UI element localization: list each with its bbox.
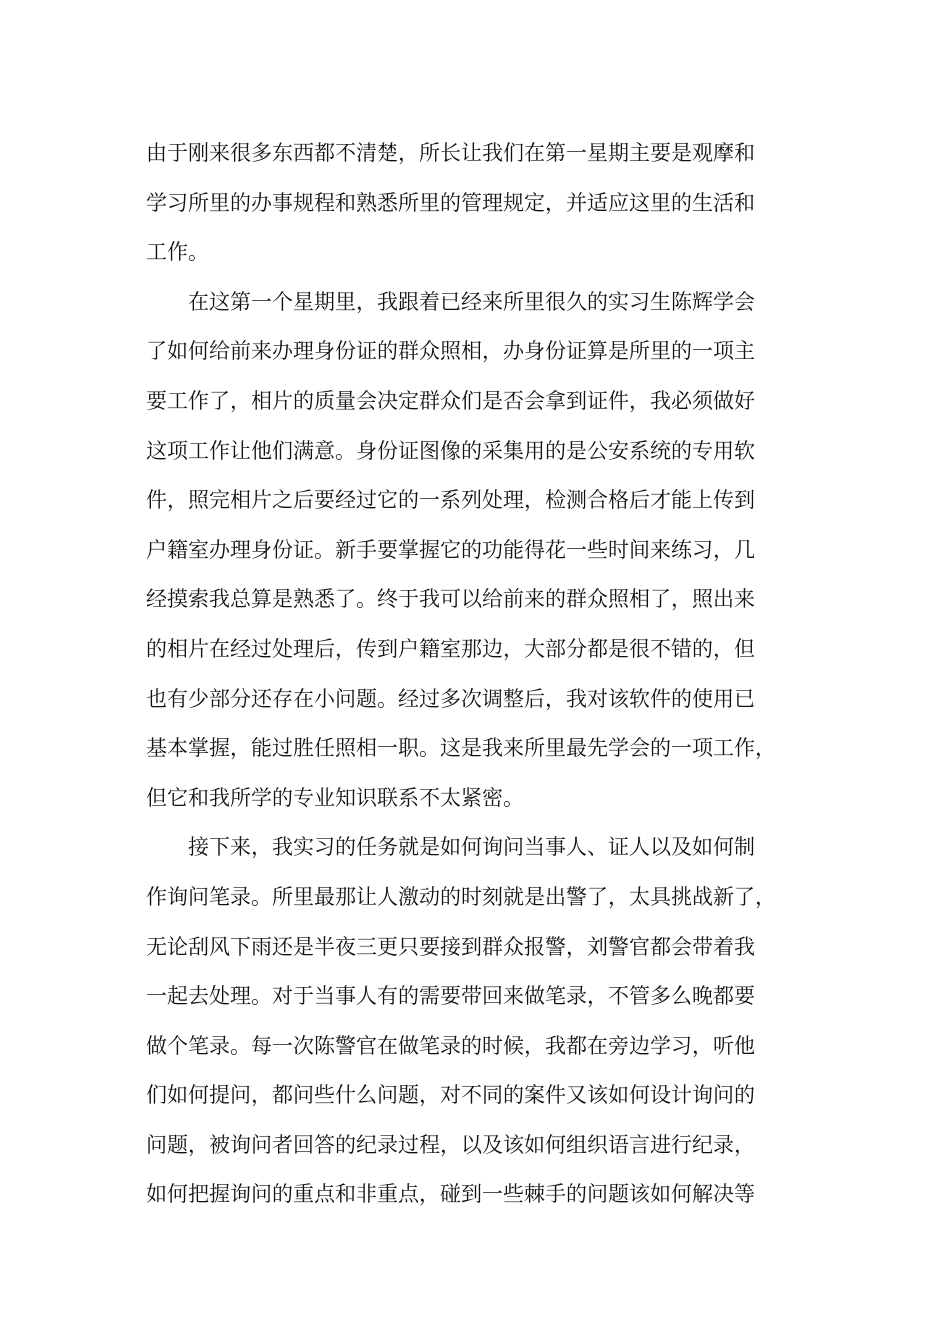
text-line: 但它和我所学的专业知识联系不太紧密。 xyxy=(146,785,524,810)
text-line: 了如何给前来办理身份证的群众照相，办身份证算是所里的一项主 xyxy=(146,339,755,364)
paragraph-3 xyxy=(146,823,820,1220)
text-line: 学习所里的办事规程和熟悉所里的管理规定，并适应这里的生活和 xyxy=(146,190,755,215)
text-line: 在这第一个星期里，我跟着已经来所里很久的实习生陈辉学会 xyxy=(188,289,755,314)
text-line: 的相片在经过处理后，传到户籍室那边，大部分都是很不错的，但 xyxy=(146,636,755,661)
paragraph-2 xyxy=(146,278,820,824)
text-line: 这项工作让他们满意。身份证图像的采集用的是公安系统的专用软 xyxy=(146,438,755,463)
text-line: 如何把握询问的重点和非重点，碰到一些棘手的问题该如何解决等 xyxy=(146,1182,755,1207)
text-line: 无论刮风下雨还是半夜三更只要接到群众报警，刘警官都会带着我 xyxy=(146,934,755,959)
text-line: 接下来，我实习的任务就是如何询问当事人、证人以及如何制 xyxy=(188,835,755,860)
text-line: 也有少部分还存在小问题。经过多次调整后，我对该软件的使用已 xyxy=(146,686,755,711)
text-line: 工作。 xyxy=(146,240,209,265)
text-line: 基本掌握，能过胜任照相一职。这是我来所里最先学会的一项工作， xyxy=(146,736,776,761)
text-line: 作询问笔录。所里最那让人激动的时刻就是出警了，太具挑战新了， xyxy=(146,884,776,909)
text-line: 们如何提问，都问些什么问题，对不同的案件又该如何设计询问的 xyxy=(146,1083,755,1108)
text-line: 要工作了，相片的质量会决定群众们是否会拿到证件，我必须做好 xyxy=(146,388,755,413)
text-line: 做个笔录。每一次陈警官在做笔录的时候，我都在旁边学习，听他 xyxy=(146,1033,755,1058)
text-line: 由于刚来很多东西都不清楚，所长让我们在第一星期主要是观摩和 xyxy=(146,141,755,165)
text-line: 户籍室办理身份证。新手要掌握它的功能得花一些时间来练习，几 xyxy=(146,537,755,562)
text-line: 一起去处理。对于当事人有的需要带回来做笔录，不管多么晚都要 xyxy=(146,984,755,1009)
text-line: 件，照完相片之后要经过它的一系列处理，检测合格后才能上传到 xyxy=(146,488,755,513)
body-text xyxy=(146,129,820,1220)
text-line: 问题，被询问者回答的纪录过程，以及该如何组织语言进行纪录， xyxy=(146,1132,755,1157)
paragraph-1 xyxy=(146,129,820,278)
text-line: 经摸索我总算是熟悉了。终于我可以给前来的群众照相了，照出来 xyxy=(146,587,755,612)
